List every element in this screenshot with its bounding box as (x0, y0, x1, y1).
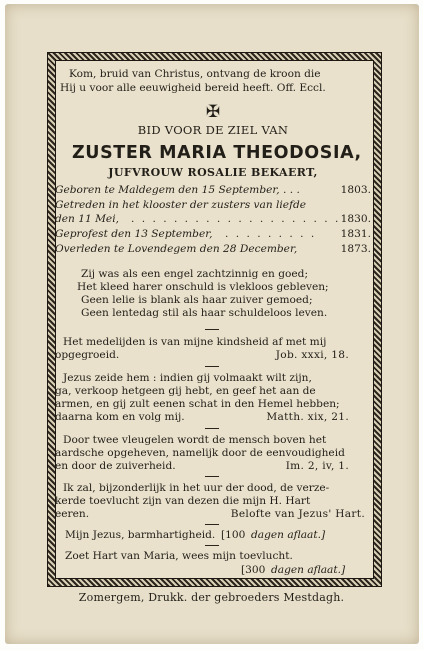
died-text: Overleden te Lovendegem den 28 December, (55, 243, 298, 255)
divider (205, 545, 219, 546)
professed-year: 1831. (340, 228, 371, 240)
prayer-heading: BID VOOR DE ZIEL VAN (137, 123, 289, 137)
quote4-reference: Belofte van Jezus' Hart. (230, 508, 365, 520)
indulgence-1-number: [100 (221, 529, 246, 541)
quote4-line-2: kerde toevlucht zijn van dezen die mijn H. Hart (55, 495, 311, 507)
poem-line-4: Geen lentedag stil als haar schuldeloos leven. (81, 307, 328, 319)
divider (205, 428, 219, 429)
quote1-reference: Job. xxxi, 18. (275, 349, 349, 361)
quote3-line-2: aardsche opgeheven, namelijk door de eenvoudigheid (55, 447, 345, 459)
maltese-cross-icon: ✠ (205, 102, 221, 122)
deceased-name: ZUSTER MARIA THEODOSIA, (72, 143, 362, 163)
leader-dots: . . . . . . . . . . . . . . . . . . . . (131, 213, 341, 225)
ejaculation-2: Zoet Hart van Maria, wees mijn toevlucht. (65, 550, 293, 562)
entered-text-1: Getreden in het klooster der zusters van liefde (55, 199, 307, 211)
printer-imprint: Zomergem, Drukk. der gebroeders Mestdagh. (78, 591, 345, 604)
verse-line-2: Hij u voor alle eeuwigheid bereid heeft. Off. Eccl. (60, 82, 326, 94)
quote1-line-2: opgegroeid. (55, 349, 120, 361)
born-text: Geboren te Maldegem den 15 September, . . . (55, 184, 300, 196)
divider (205, 476, 219, 477)
quote4-line-3: eeren. (55, 508, 90, 520)
indulgence-2-text: dagen aflaat.] (271, 564, 346, 576)
divider (205, 329, 219, 330)
verse-line-1: Kom, bruid van Christus, ontvang de kroon die (69, 68, 321, 80)
professed-text: Geprofest den 13 September, (55, 228, 213, 240)
died-year: 1873. (340, 243, 371, 255)
indulgence-1-text: dagen aflaat.] (251, 529, 326, 541)
ejaculation-1: Mijn Jezus, barmhartigheid. (65, 529, 216, 541)
quote2-reference: Matth. xix, 21. (266, 411, 349, 423)
entered-year: 1830. (340, 213, 371, 225)
civil-name: JUFVROUW ROSALIE BEKAERT, (108, 166, 318, 179)
born-year: 1803. (340, 184, 371, 196)
quote2-line-3: armen, en gij zult eenen schat in den Hemel hebben; (55, 398, 340, 410)
divider (205, 366, 219, 367)
quote2-line-2: ga, verkoop hetgeen gij hebt, en geef het aan de (55, 385, 316, 397)
poem-line-1: Zij was als een engel zachtzinnig en goed; (81, 268, 309, 280)
indulgence-2-number: [300 (241, 564, 266, 576)
quote3-line-1: Door twee vleugelen wordt de mensch boven het (63, 434, 327, 446)
quote1-line-1: Het medelijden is van mijne kindsheid af met mij (63, 336, 327, 348)
poem-line-2: Het kleed harer onschuld is vlekloos gebleven; (77, 281, 329, 293)
quote3-reference: Im. 2, iv, 1. (285, 460, 349, 472)
quote3-line-3: en door de zuiverheid. (55, 460, 176, 472)
quote2-line-1: Jezus zeide hem : indien gij volmaakt wilt zijn, (63, 372, 312, 384)
poem-line-3: Geen lelie is blank als haar zuiver gemoed; (81, 294, 313, 306)
divider (205, 524, 219, 525)
quote2-line-4: daarna kom en volg mij. (55, 411, 185, 423)
leader-dots: . . . . . . . . . (225, 228, 317, 240)
entered-text-2: den 11 Mei, (55, 213, 119, 225)
quote4-line-1: Ik zal, bijzonderlijk in het uur der dood, de verze- (63, 482, 330, 494)
